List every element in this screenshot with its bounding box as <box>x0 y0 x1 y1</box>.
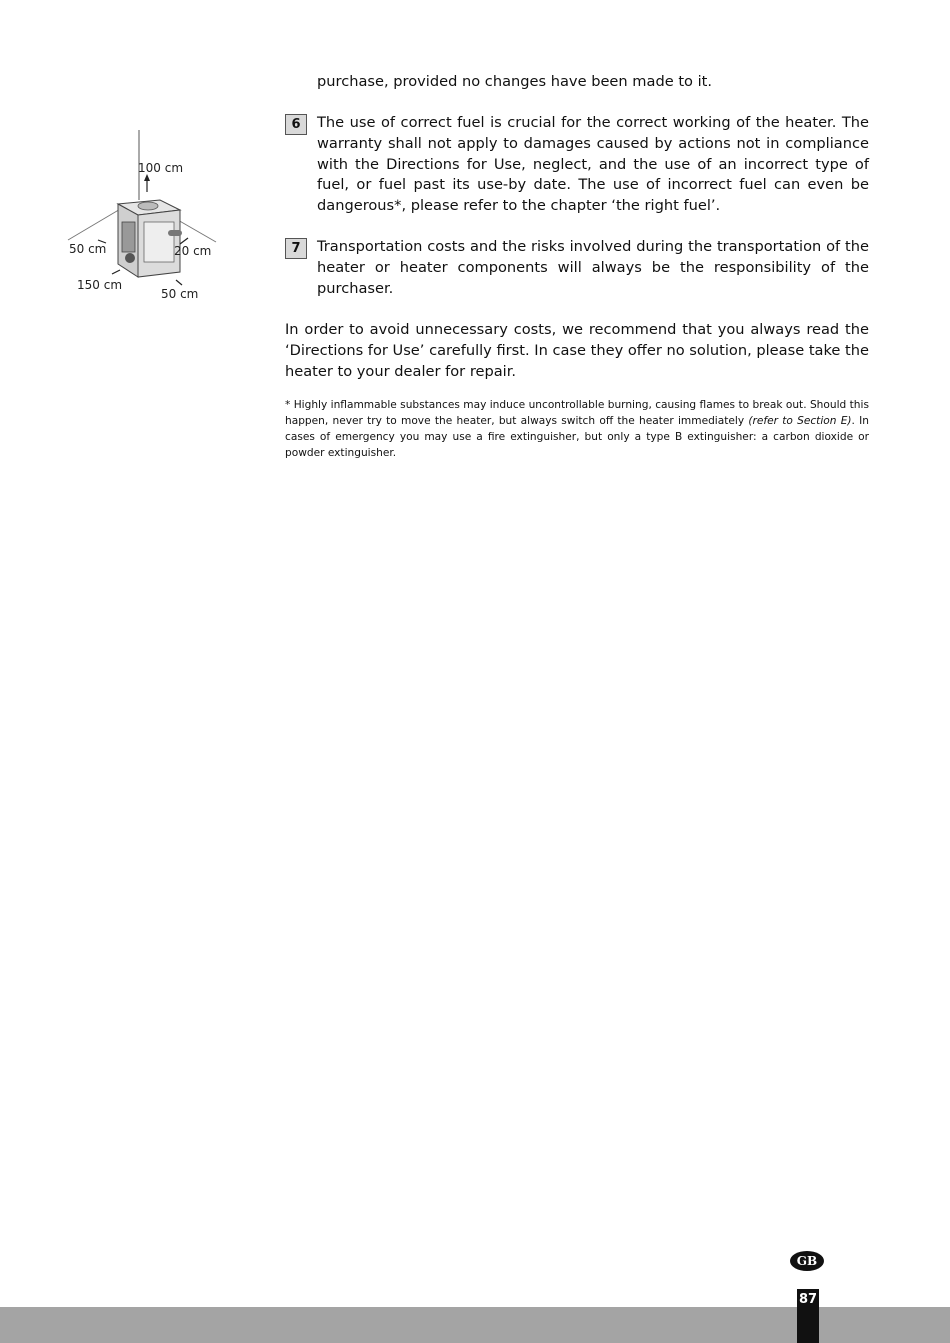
label-left-clearance: 50 cm <box>69 242 107 256</box>
recommendation-paragraph: In order to avoid unnecessary costs, we recommend that you always read the ‘Directions for Use’ carefully first. In case they offer no solution, please take the heater to your dealer for repair. <box>285 321 869 380</box>
label-front-right-clearance: 50 cm <box>161 287 199 301</box>
item-number-box: 7 <box>285 238 307 259</box>
footnote-reference: (refer to Section E) <box>748 415 852 427</box>
clearance-diagram <box>60 122 230 312</box>
item-text: Transportation costs and the risks involved during the transportation of the heater or heater components will always be the responsibility of the purchaser. <box>317 238 869 297</box>
label-right-clearance: 20 cm <box>174 244 212 258</box>
warranty-item-7 <box>285 237 869 299</box>
item-number-box: 6 <box>285 114 307 135</box>
label-top-clearance: 100 cm <box>138 161 184 175</box>
heater-clearance-illustration <box>60 122 230 312</box>
item-text: The use of correct fuel is crucial for the correct working of the heater. The warranty shall not apply to damages caused by actions not in compliance with the Directions for Use, neglect, and the use of an incorrect type of fuel, or fuel past its use-by date. The use of incorrect fuel can even be dangerous*, please refer to the chapter ‘the right fuel’. <box>317 114 869 215</box>
page-number: 87 <box>797 1289 819 1343</box>
footnote <box>285 397 869 461</box>
footnote-text-end: . In cases of emergency you may use a fire extinguisher, but only a type B extinguisher: a carbon dioxide or powder extinguisher. <box>285 415 869 459</box>
label-front-left-clearance: 150 cm <box>77 278 123 292</box>
continuation-text: purchase, provided no changes have been made to it. <box>317 73 713 90</box>
footnote-text: * Highly inflammable substances may induce uncontrollable burning, causing flames to break out. Should this happen, never try to move the heater, but always switch off the heater immediately <box>285 399 869 427</box>
language-badge: GB <box>790 1251 824 1271</box>
warranty-item-6 <box>285 113 869 217</box>
